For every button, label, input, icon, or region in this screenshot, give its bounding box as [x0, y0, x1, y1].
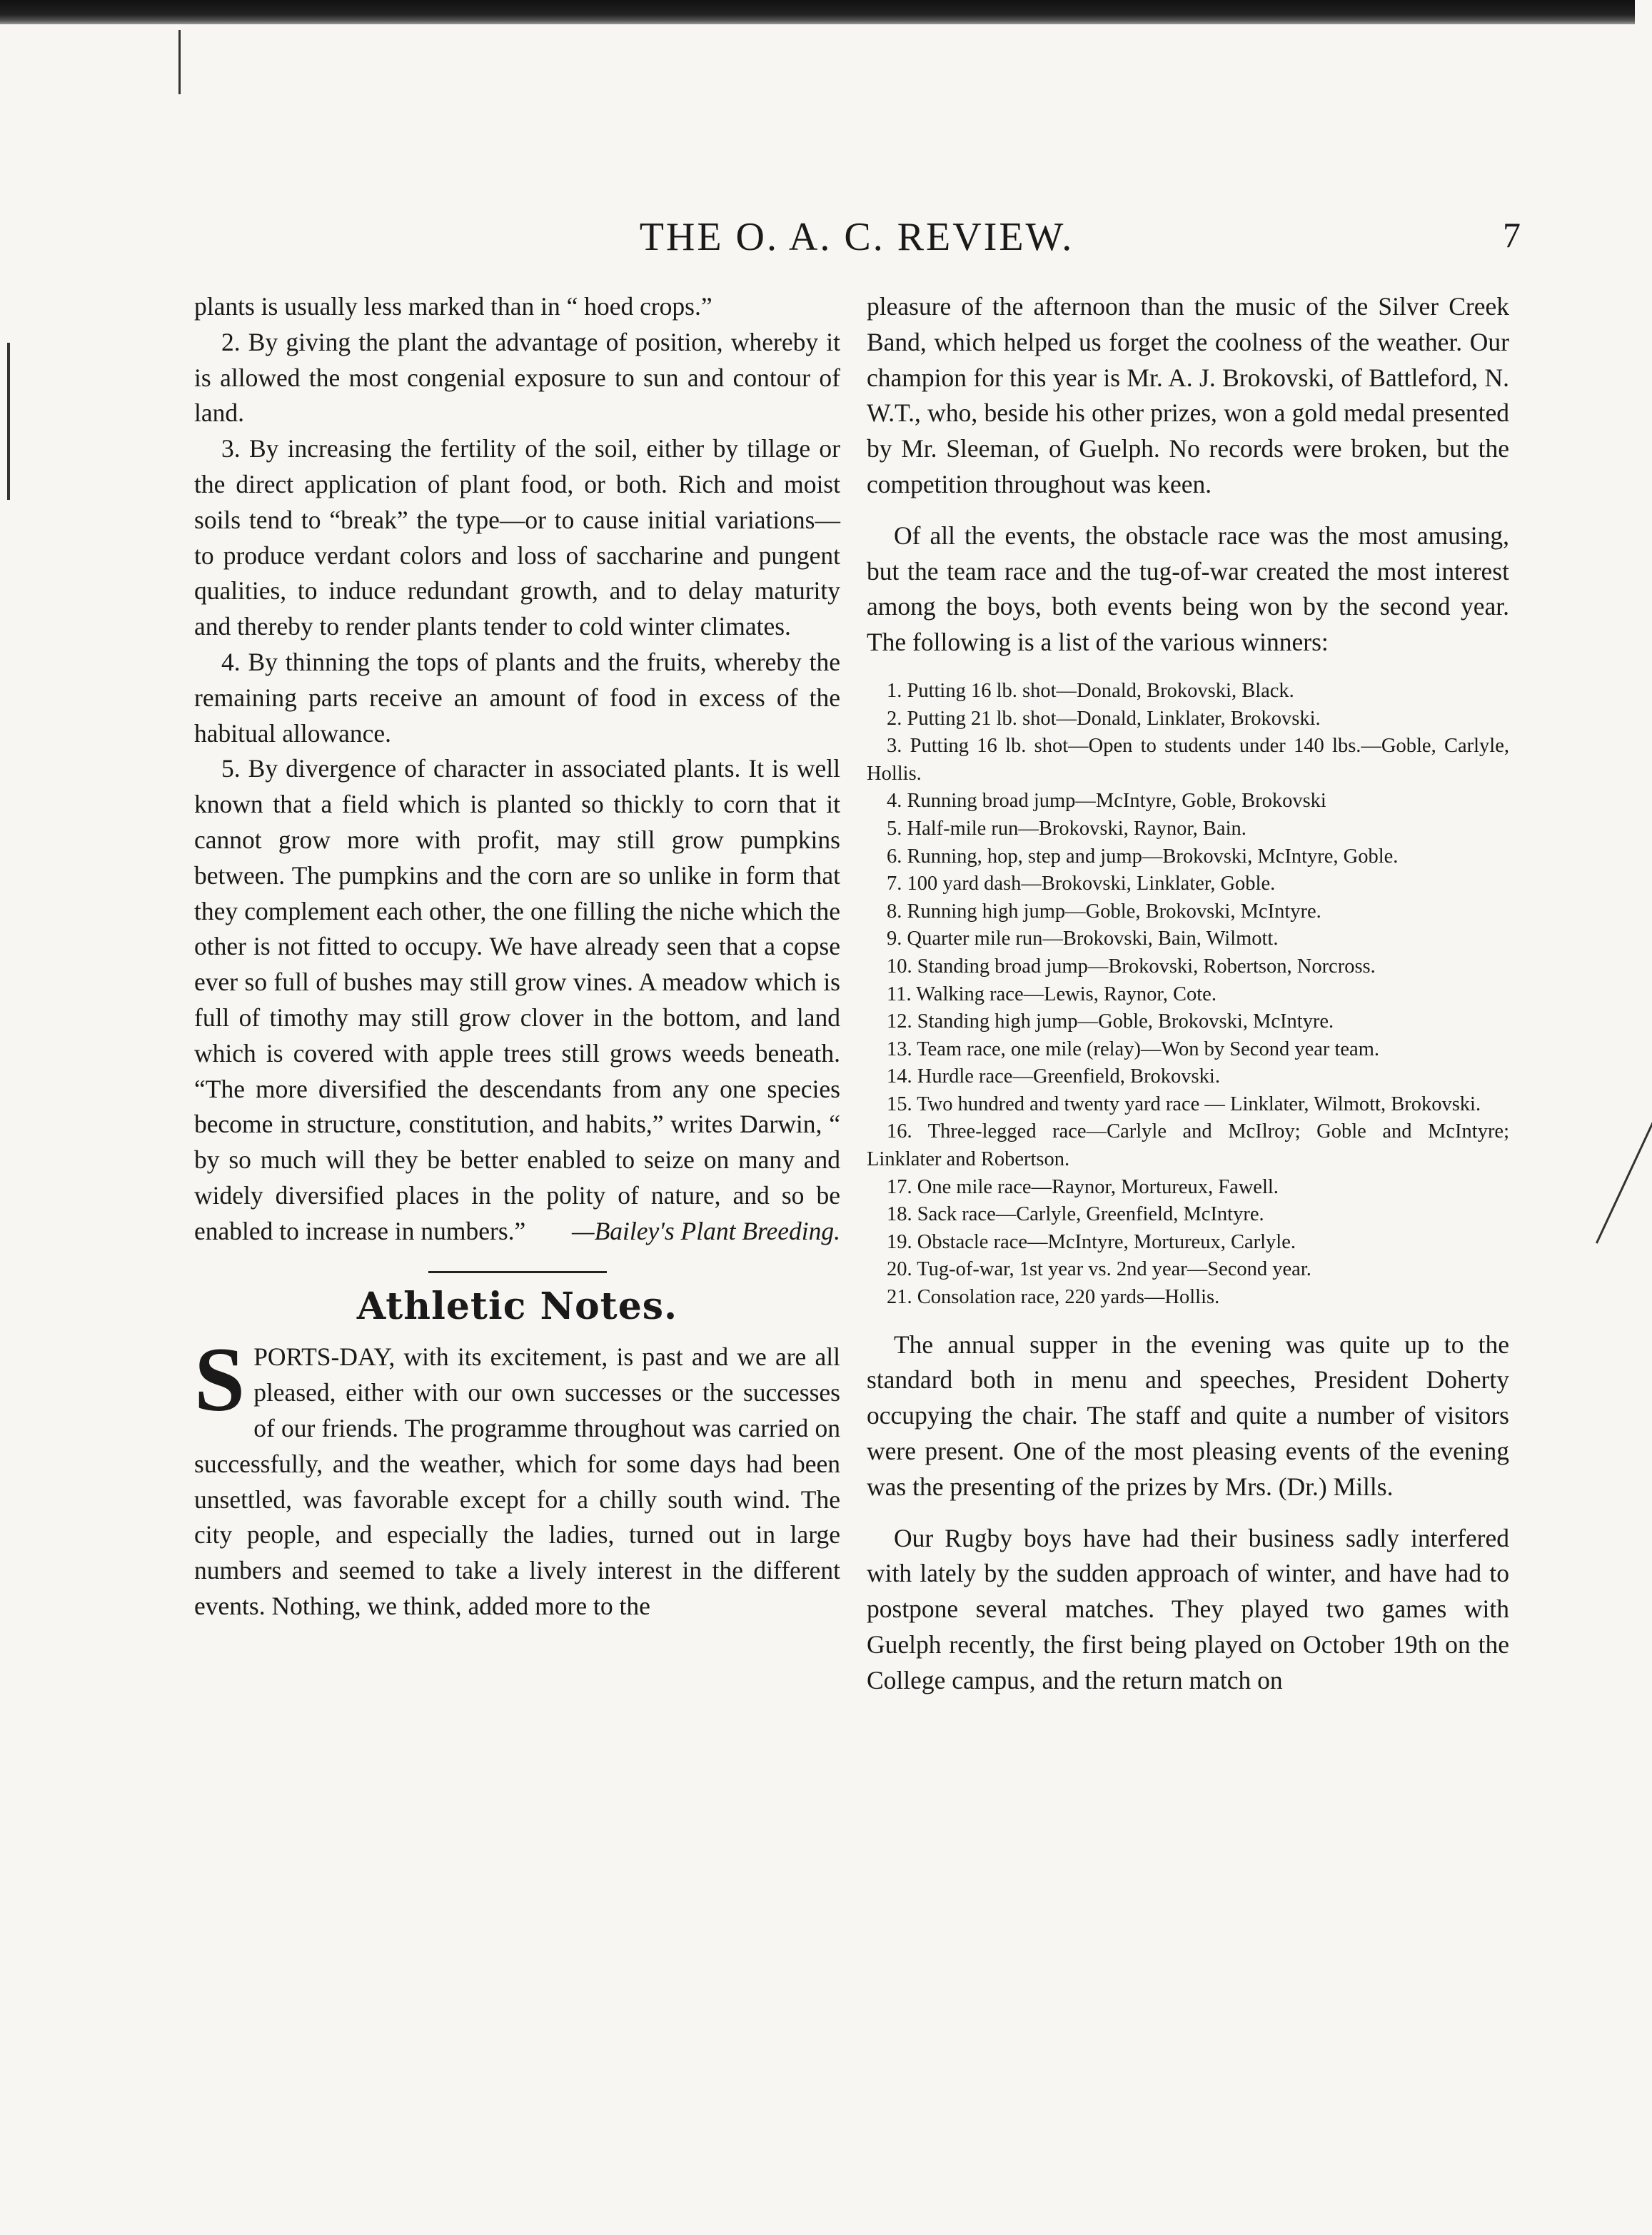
- list-item: 3. Putting 16 lb. shot—Open to students under 140 lbs.—Goble, Carlyle, Hollis.: [867, 735, 1509, 785]
- attribution: —Bailey's Plant Breeding.: [572, 1216, 840, 1245]
- paragraph: 5. By divergence of character in associated plants. It is well known that a field which is planted so thickly to corn that it cannot grow more with profit, may still grow pumpkins between. The pumpkins and the corn are so unlike in form that they complement each other, the one filling the niche which the other is not fitted to occupy. We have already seen that a copse ever so full of bushes may still grow vines. A meadow which is full of timothy may still grow clover in the bottom, and land which is covered with apple trees still grows weeds beneath. “The more diversified the descendants from any one species become in structure, constitution, and habits,” writes Darwin, “ by so much will they be better enabled to seize on many and widely diversified places in the polity of nature, and so be enabled to increase in numbers.”: [194, 754, 840, 1245]
- journal-title: THE O. A. C. REVIEW.: [639, 215, 1074, 259]
- paragraph: 2. By giving the plant the advantage of position, whereby it is allowed the most congenial exposure to sun and contour of land.: [194, 327, 840, 428]
- list-item: 15. Two hundred and twenty yard race — Linklater, Wilmott, Brokovski.: [887, 1093, 1481, 1115]
- paragraph: pleasure of the afternoon than the music of the Silver Creek Band, which helped us forget the coolness of the weather. Our champion for this year is Mr. A. J. Brokovski, of Battleford, N. W.T., who, beside his other prizes, won a gold medal presented by Mr. Sleeman, of Guelph. No records were broken, but the competition throughout was keen.: [867, 292, 1509, 498]
- page-number: 7: [1503, 215, 1521, 255]
- list-item: 20. Tug-of-war, 1st year vs. 2nd year—Second year.: [887, 1258, 1311, 1281]
- paragraph: 3. By increasing the fertility of the soil, either by tillage or the direct application of plant food, or both. Rich and moist soils tend to “break” the type—or to cause initial variations—to produce verdant colors and loss of saccharine and pungent qualities, to induce redundant growth, and to delay maturity and thereby to render plants tender to cold winter climates.: [194, 434, 840, 641]
- list-item: 10. Standing broad jump—Brokovski, Robertson, Norcross.: [887, 955, 1376, 978]
- paragraph: Our Rugby boys have had their business sadly interfered with lately by the sudden approach of winter, and have had to postpone several matches. They played two games with Guelph recently, the first being played on October 19th on the College campus, and the return match on: [867, 1523, 1509, 1694]
- list-item: 18. Sack race—Carlyle, Greenfield, McIntyre.: [887, 1203, 1264, 1226]
- page-header: [193, 214, 1521, 271]
- paragraph: Of all the events, the obstacle race was the most amusing, but the team race and the tug-of-war created the most interest among the boys, both events being won by the second year. The following is a list of the various winners:: [867, 521, 1509, 657]
- paragraph: The annual supper in the evening was quite up to the standard both in menu and speeches, President Doherty occupying the chair. The staff and quite a number of visitors were present. One of the most pleasing events of the evening was the presenting of the prizes by Mrs. (Dr.) Mills.: [867, 1330, 1509, 1501]
- list-item: 12. Standing high jump—Goble, Brokovski, McIntyre.: [887, 1010, 1334, 1033]
- scan-border: [0, 0, 1635, 24]
- list-item: 21. Consolation race, 220 yards—Hollis.: [887, 1286, 1220, 1309]
- list-item: 7. 100 yard dash—Brokovski, Linklater, Goble.: [887, 873, 1276, 895]
- scan-mark: [178, 30, 181, 94]
- right-column: [867, 289, 1509, 1699]
- paragraph: 4. By thinning the tops of plants and the fruits, whereby the remaining parts receive an amount of food in excess of the habitual allowance.: [194, 647, 840, 748]
- drop-cap: S: [194, 1329, 246, 1431]
- list-item: 5. Half-mile run—Brokovski, Raynor, Bain.: [887, 817, 1246, 840]
- paragraph: plants is usually less marked than in “ hoed crops.”: [194, 292, 712, 321]
- list-item: 14. Hurdle race—Greenfield, Brokovski.: [887, 1065, 1220, 1088]
- list-item: 6. Running, hop, step and jump—Brokovski, McIntyre, Goble.: [887, 845, 1399, 868]
- list-item: 16. Three-legged race—Carlyle and McIlroy; Goble and McIntyre; Linklater and Robertson.: [867, 1120, 1509, 1171]
- list-item: 13. Team race, one mile (relay)—Won by Second year team.: [887, 1038, 1379, 1060]
- list-item: 4. Running broad jump—McIntyre, Goble, Brokovski: [887, 790, 1326, 813]
- scan-mark: [1596, 1120, 1652, 1243]
- athletic-intro-paragraph: [194, 1329, 840, 1624]
- list-item: 1. Putting 16 lb. shot—Donald, Brokovski, Black.: [887, 679, 1294, 702]
- list-item: 11. Walking race—Lewis, Raynor, Cote.: [887, 983, 1217, 1005]
- list-item: 19. Obstacle race—McIntyre, Mortureux, Carlyle.: [887, 1230, 1296, 1253]
- list-item: 2. Putting 21 lb. shot—Donald, Linklater, Brokovski.: [887, 707, 1321, 730]
- left-column: [194, 289, 840, 1624]
- list-item: 9. Quarter mile run—Brokovski, Bain, Wilmott.: [887, 928, 1279, 950]
- winners-list: [867, 678, 1509, 1312]
- athletic-intro-text: PORTS-DAY, with its excitement, is past and we are all pleased, either with our own successes or the successes of our friends. The programme throughout was carried on successfully, and the weather, which for some days had been unsettled, was favorable except for a chilly south wind. The city people, and especially the ladies, turned out in large numbers and seemed to take a lively interest in the different events. Nothing, we think, added more to the: [194, 1342, 840, 1620]
- scan-mark: [7, 343, 10, 500]
- list-item: 8. Running high jump—Goble, Brokovski, McIntyre.: [887, 900, 1321, 923]
- section-divider: [428, 1271, 607, 1273]
- section-heading: Athletic Notes.: [356, 1284, 678, 1328]
- list-item: 17. One mile race—Raynor, Mortureux, Fawell.: [887, 1175, 1279, 1198]
